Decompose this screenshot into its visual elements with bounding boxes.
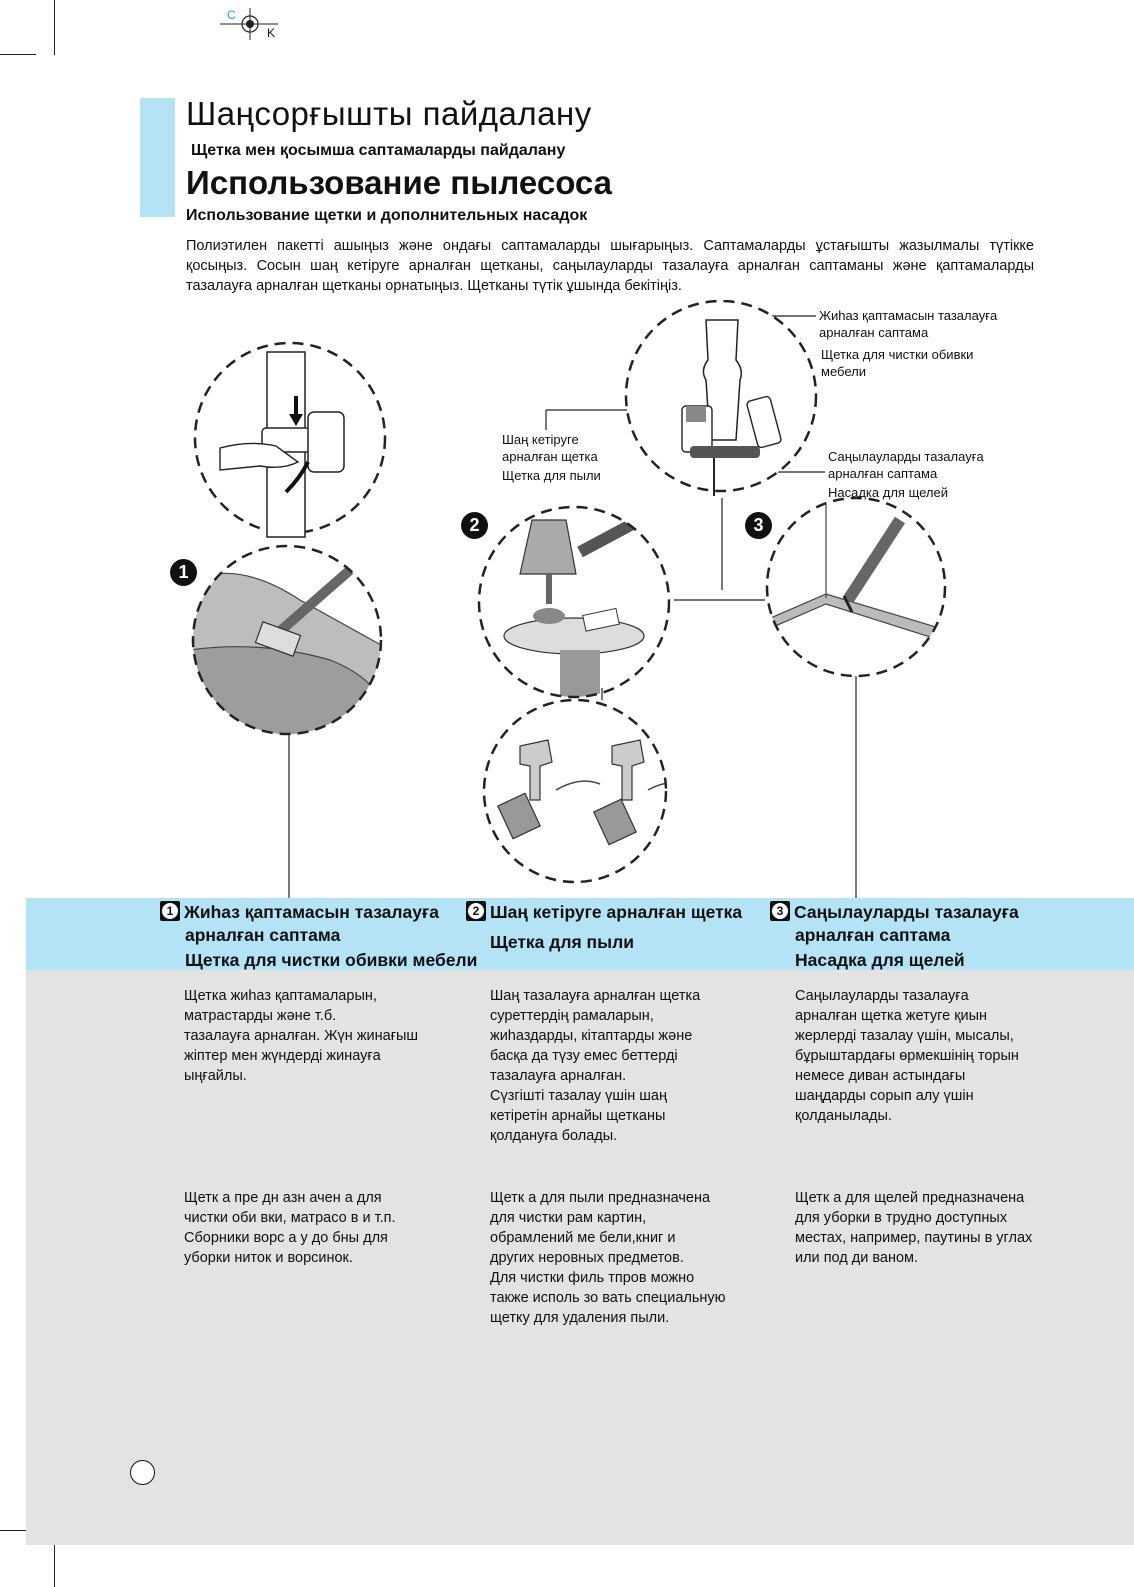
column-1-number-icon: 1 (160, 901, 180, 921)
column-1-text-kazakh: Щетка жиһаз қаптамаларын, матрастарды және т.б. тазалауға арналған. Жүн жинағыш жіптер мен жүндерді жинауға ыңғайлы. (184, 988, 419, 1084)
callout-upholstery-ru-1: Щетка для чистки обивки (821, 347, 974, 362)
callout-upholstery-kk-1: Жиһаз қаптамасын тазалауға (819, 308, 998, 323)
page-subtitle-russian: Использование щетки и дополнительных насадок (186, 207, 588, 224)
column-3-text-kazakh: Саңылауларды тазалауға арналған щетка жетуге қиын жерлерді тазалау үшін, мысалы, бұрыштардағы өрмекшінің торын немесе диван астындағы шаңдарды сорып алу үшін қолданылады. (795, 988, 1019, 1124)
page-title-kazakh: Шаңсорғышты пайдалану (186, 95, 592, 132)
callout-dust-kk-1: Шаң кетіруге (502, 432, 579, 447)
crop-mark-top-left-horizontal (0, 54, 36, 55)
step-badge-3: 3 (745, 512, 772, 539)
column-3-number-icon: 3 (770, 901, 790, 921)
callout-upholstery-kk-2: арналған саптама (819, 325, 929, 340)
callout-dust-ru: Щетка для пыли (502, 468, 601, 483)
illustration-attach-holder (195, 343, 385, 537)
intro-paragraph: Полиэтилен пакетті ашыңыз және ондағы саптамаларды шығарыңыз. Саптамаларды ұстағышты жазылмалы түтікке қосыңыз. Сосын шаң кетіруге арналған щетканы, саңылауларды тазалауға арналған саптаманы және қаптамаларды тазалауға арналған щетканы орнатыңыз. Щетканы түтік ұшында бекітіңіз. (186, 238, 1034, 294)
column-1-heading: 1 Жиһаз қаптамасын тазалауға (160, 900, 439, 924)
step-badge-1: 1 (170, 559, 197, 586)
callout-dust-kk-2: арналған щетка (502, 449, 598, 464)
callout-crevice-kk-1: Саңылауларды тазалауға (828, 449, 984, 464)
column-2-heading-russian: Щетка для пыли (490, 932, 634, 952)
illustration-filter-cleaning (484, 700, 680, 882)
column-1-heading-russian: Щетка для чистки обивки мебели (185, 950, 478, 970)
illustration-nozzle-holder (626, 301, 816, 496)
page-subtitle-kazakh: Щетка мен қосымша саптамаларды пайдалану (191, 142, 566, 159)
illustration-lamp (479, 507, 669, 710)
crop-mark-top-left-vertical (54, 0, 55, 55)
title-accent-bar (140, 98, 175, 217)
crop-mark-bottom-left-horizontal (0, 1530, 26, 1531)
column-2-heading: 2 Шаң кетіруге арналған щетка (466, 900, 742, 924)
registration-label-k: K (267, 26, 276, 40)
registration-label-c: C (227, 8, 236, 22)
column-3-heading-line-2: арналған саптама (795, 925, 951, 945)
illustration-corner (766, 498, 946, 678)
column-3-heading-russian: Насадка для щелей (795, 950, 965, 970)
column-1-text-russian: Щетк а пре дн азн ачен а для чистки оби вки, матрасо в и т.п. Сборники ворс а у до бны для уборки ниток и ворсинок. (184, 1190, 396, 1266)
usage-illustrations (0, 300, 1134, 900)
illustration-sofa (190, 546, 390, 736)
page-number-circle (130, 1460, 155, 1485)
page-title-russian: Использование пылесоса (186, 164, 613, 201)
column-2-number-icon: 2 (466, 901, 486, 921)
callout-crevice-ru: Насадка для щелей (828, 485, 948, 500)
callout-crevice-kk-2: арналған саптама (828, 466, 938, 481)
column-1-heading-line-2: арналған саптама (185, 925, 341, 945)
column-2-text-kazakh: Шаң тазалауға арналған щетка суреттердің рамаларын, жиһаздарды, кітаптарды және басқа да түзу емес беттерді тазалауға арналған. Сүзгішті тазалау үшін шаң кетіретін арнайы щетканы қолдануға болады. (490, 988, 701, 1144)
callout-upholstery-ru-2: мебели (821, 364, 866, 379)
column-3-heading: 3 Саңылауларды тазалауға (770, 900, 1019, 924)
column-3-text-russian: Щетк а для щелей предназначена для уборки в трудно доступных местах, например, паутины в углах или под ди ваном. (795, 1190, 1033, 1266)
column-2-text-russian: Щетк а для пыли предназначена для чистки рам картин, обрамлений ме бели,книг и других неровных предметов. Для чистки филь тпров можно также исполь зо вать специальную щетку для удаления пыли. (490, 1190, 726, 1326)
step-badge-2: 2 (461, 512, 488, 539)
